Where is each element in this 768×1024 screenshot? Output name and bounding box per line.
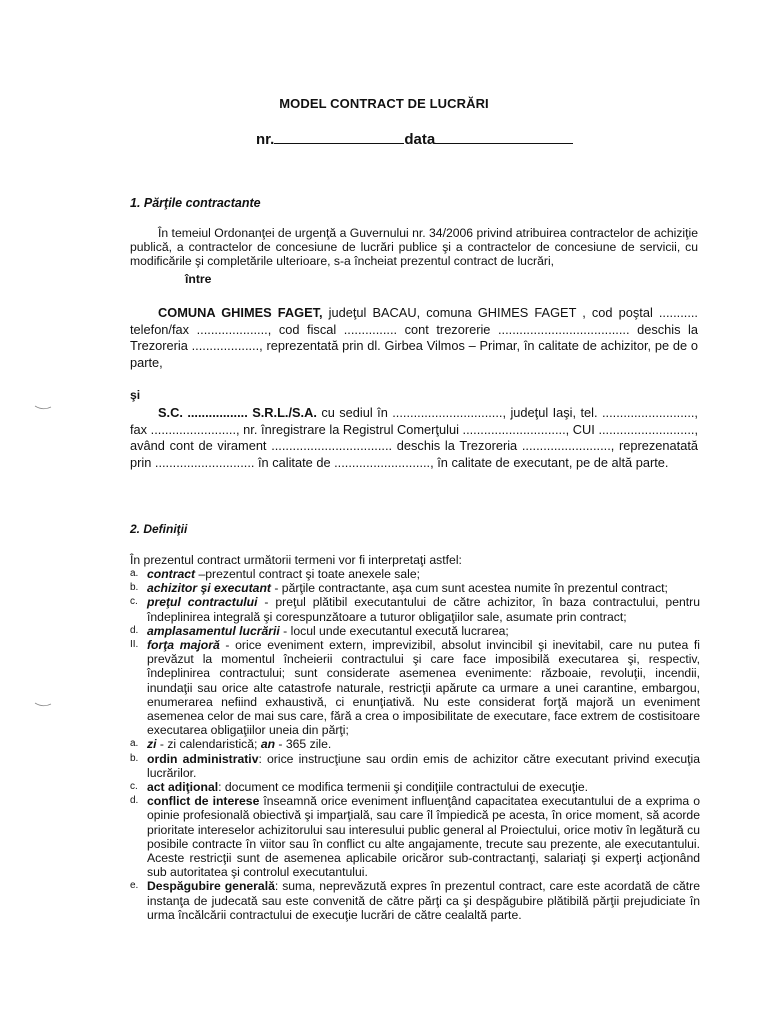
party-executant bbox=[130, 405, 698, 471]
list-item: e. Despăgubire generală: suma, neprevăzută expres în prezentul contract, care este acordată de către instanţa de judecată sau este convenită de către părţi ca şi despăgubire plătibilă părţii prejudiciate în urma încălcării contractului de execuţie lucrări de către cealaltă parte. bbox=[130, 879, 701, 922]
party1-details: judeţul BACAU, comuna GHIMES FAGET , cod poştal ........... telefon/fax ...................., cod fiscal ............... cont trezorerie ..................................... deschis la Trezoreria ..................., reprezentată prin dl. Girbea Vilmos – Primar, în calitate de achizitor, pe de o parte, bbox=[130, 305, 698, 370]
nr-label: nr. bbox=[256, 131, 275, 148]
section-heading: 1. Părţile contractante bbox=[130, 196, 261, 210]
list-item: a. zi - zi calendaristică; an - 365 zile. bbox=[130, 737, 332, 752]
list-item: d. amplasamentul lucrării - locul unde executantul execută lucrarea; bbox=[130, 623, 509, 638]
list-item: II. forţa majoră - orice eveniment extern, imprevizibil, absolut invincibil şi inevitabil, care nu putea fi prevăzut la momentul încheierii contractului şi care face imposibilă executarea şi, respectiv, îndeplinirea contractului; sunt considerate asemenea evenimente: războaie, revoluţii, incendii, inundaţii sau orice alte catastrofe naturale, restricţii apărute ca urmare a unei carantine, embargou, enumerarea nefiind exhaustivă, ci enunţiativă. Nu este considerat forţă majoră un eveniment asemenea celor de mai sus care, fără a crea o imposibilitate de executare, face extrem de costisitoare executarea obligaţiilor uneia din părţi; bbox=[130, 638, 700, 738]
contract-number-line bbox=[256, 129, 573, 148]
party2-name: S.C. ................. S.R.L./S.A. bbox=[158, 405, 317, 420]
list-item: d. conflict de interese înseamnă orice eveniment influenţând capacitatea executantului de a exprima o opinie profesională obiectivă şi imparţială, sau care îl împiedică pe acesta, în orice moment, să acorde prioritate intereselor achizitorului sau interesului public general al Proiectului, orice motiv în legătură cu posibile contracte în viitor sau în conflict cu alte angajamente, trecute sau prezente, ale executantului. Aceste restricţii sunt de asemenea aplicabile oricăror sub-contractanţi, salariaţi şi experţi acţionând sub autoritatea şi controlul executantului. bbox=[130, 794, 701, 880]
intro-paragraph: În temeiul Ordonanţei de urgenţă a Guvernului nr. 34/2006 privind atribuirea contractelor de achiziţie publică, a contractelor de concesiune de lucrări publice şi a contractelor de concesiune de servicii, cu modificările şi completările ulterioare, s-a încheiat prezentul contract de lucrări, bbox=[130, 226, 698, 269]
definitions-list bbox=[130, 567, 700, 922]
list-item: a. contract –prezentul contract şi toate anexele sale; bbox=[130, 567, 421, 581]
nr-blank bbox=[274, 129, 404, 144]
list-item: c. act adiţional: document ce modifica termenii şi condiţiile contractului de execuţie. bbox=[130, 780, 588, 795]
list-item: b. achizitor şi executant - părţile contractante, aşa cum sunt acestea numite în prezentul contract; bbox=[130, 581, 668, 596]
scan-mark bbox=[34, 702, 52, 708]
scan-mark bbox=[34, 405, 52, 411]
data-label: data bbox=[404, 131, 436, 148]
document-title: MODEL CONTRACT DE LUCRĂRI bbox=[279, 96, 489, 111]
data-blank bbox=[435, 129, 573, 144]
definitions-intro: În prezentul contract următorii termeni vor fi interpretaţi astfel: bbox=[130, 553, 462, 567]
list-item: b. ordin administrativ: orice instrucţiune sau ordin emis de achizitor către executant privind execuţia lucrărilor. bbox=[130, 751, 700, 780]
section-heading: 2. Definiţii bbox=[130, 522, 188, 536]
party-achizitor bbox=[130, 305, 698, 371]
intre-label: între bbox=[185, 272, 212, 286]
party1-name: COMUNA GHIMES FAGET, bbox=[158, 305, 323, 320]
list-item: c. preţul contractului - preţul plătibil executantului de către achizitor, în baza contractului, pentru îndeplinirea integrală şi corespunzătoare a tuturor obligaţiilor sale, asumate prin contract; bbox=[130, 595, 700, 624]
si-label: şi bbox=[130, 388, 141, 402]
party2-details: cu sediul în ..............................., judeţul Iaşi, tel. .........................., fax ........................, nr. înregistrare la Registrul Comerţului ............................., CUI ..........................., având cont de virament .................................. deschis la Trezoreria ........................., reprezenatată prin ............................ în calitate de ..........................., în calitate de executant, pe de altă parte. bbox=[130, 405, 698, 470]
